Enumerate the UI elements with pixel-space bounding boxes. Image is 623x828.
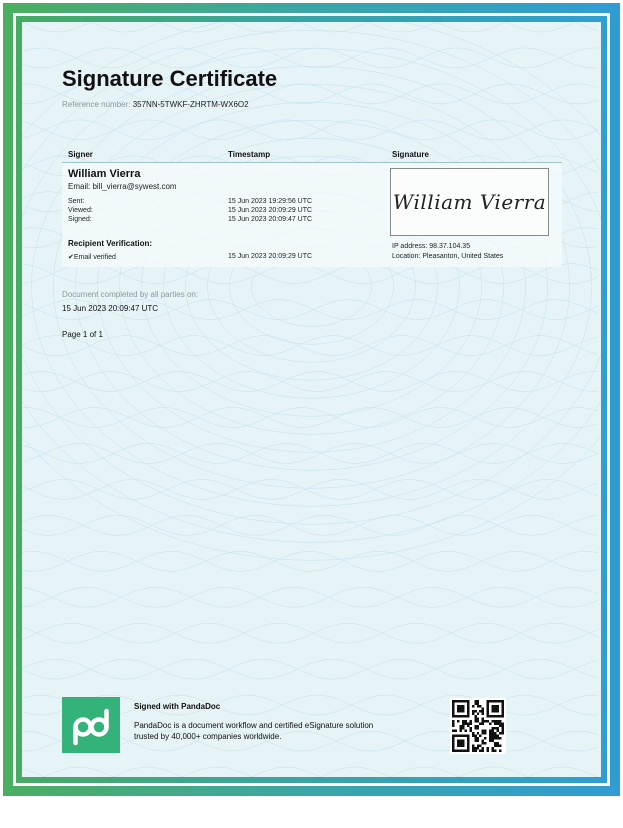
verification-timestamp: 15 Jun 2023 20:09:29 UTC	[228, 253, 313, 260]
signature-handwriting: William Vierra	[392, 190, 547, 214]
signature-image	[390, 168, 549, 236]
completion-date: 15 Jun 2023 20:09:47 UTC	[62, 304, 159, 313]
event-label-signed: Signed:	[68, 216, 92, 223]
signer-email: Email: bill_vierra@sywest.com	[68, 182, 177, 191]
recipient-verification-heading: Recipient Verification:	[68, 239, 153, 248]
event-timestamp-sent: 15 Jun 2023 19:29:56 UTC	[228, 198, 313, 205]
qr-code[interactable]	[450, 698, 506, 754]
footer-title: Signed with PandaDoc	[134, 702, 221, 711]
event-timestamp-signed: 15 Jun 2023 20:09:47 UTC	[228, 216, 313, 223]
completion-label: Document completed by all parties on:	[62, 290, 199, 299]
column-header-timestamp: Timestamp	[228, 150, 271, 159]
reference-value: 357NN-5TWKF-ZHRTM-WX6O2	[132, 100, 249, 109]
ip-address: IP address: 98.37.104.35	[392, 243, 471, 250]
pandadoc-pd-icon	[62, 697, 120, 753]
event-label-viewed: Viewed:	[68, 207, 93, 214]
reference-label: Reference number:	[62, 100, 133, 109]
footer-description: PandaDoc is a document workflow and certified eSignature solution trusted by 40,000+ companies worldwide.	[134, 721, 374, 741]
certificate-page	[22, 22, 601, 777]
page-title: Signature Certificate	[62, 66, 278, 91]
column-header-signer: Signer	[68, 150, 93, 159]
event-label-sent: Sent:	[68, 198, 85, 205]
location: Location: Pleasanton, United States	[392, 253, 504, 260]
signer-name: William Vierra	[68, 168, 141, 180]
reference-number	[62, 100, 249, 109]
column-header-signature: Signature	[392, 150, 429, 159]
event-timestamp-viewed: 15 Jun 2023 20:09:29 UTC	[228, 207, 313, 214]
pandadoc-logo	[62, 697, 120, 753]
email-verified-label: ✔Email verified	[68, 254, 116, 261]
qr-code-pattern	[452, 700, 504, 752]
page-number: Page 1 of 1	[62, 330, 103, 339]
